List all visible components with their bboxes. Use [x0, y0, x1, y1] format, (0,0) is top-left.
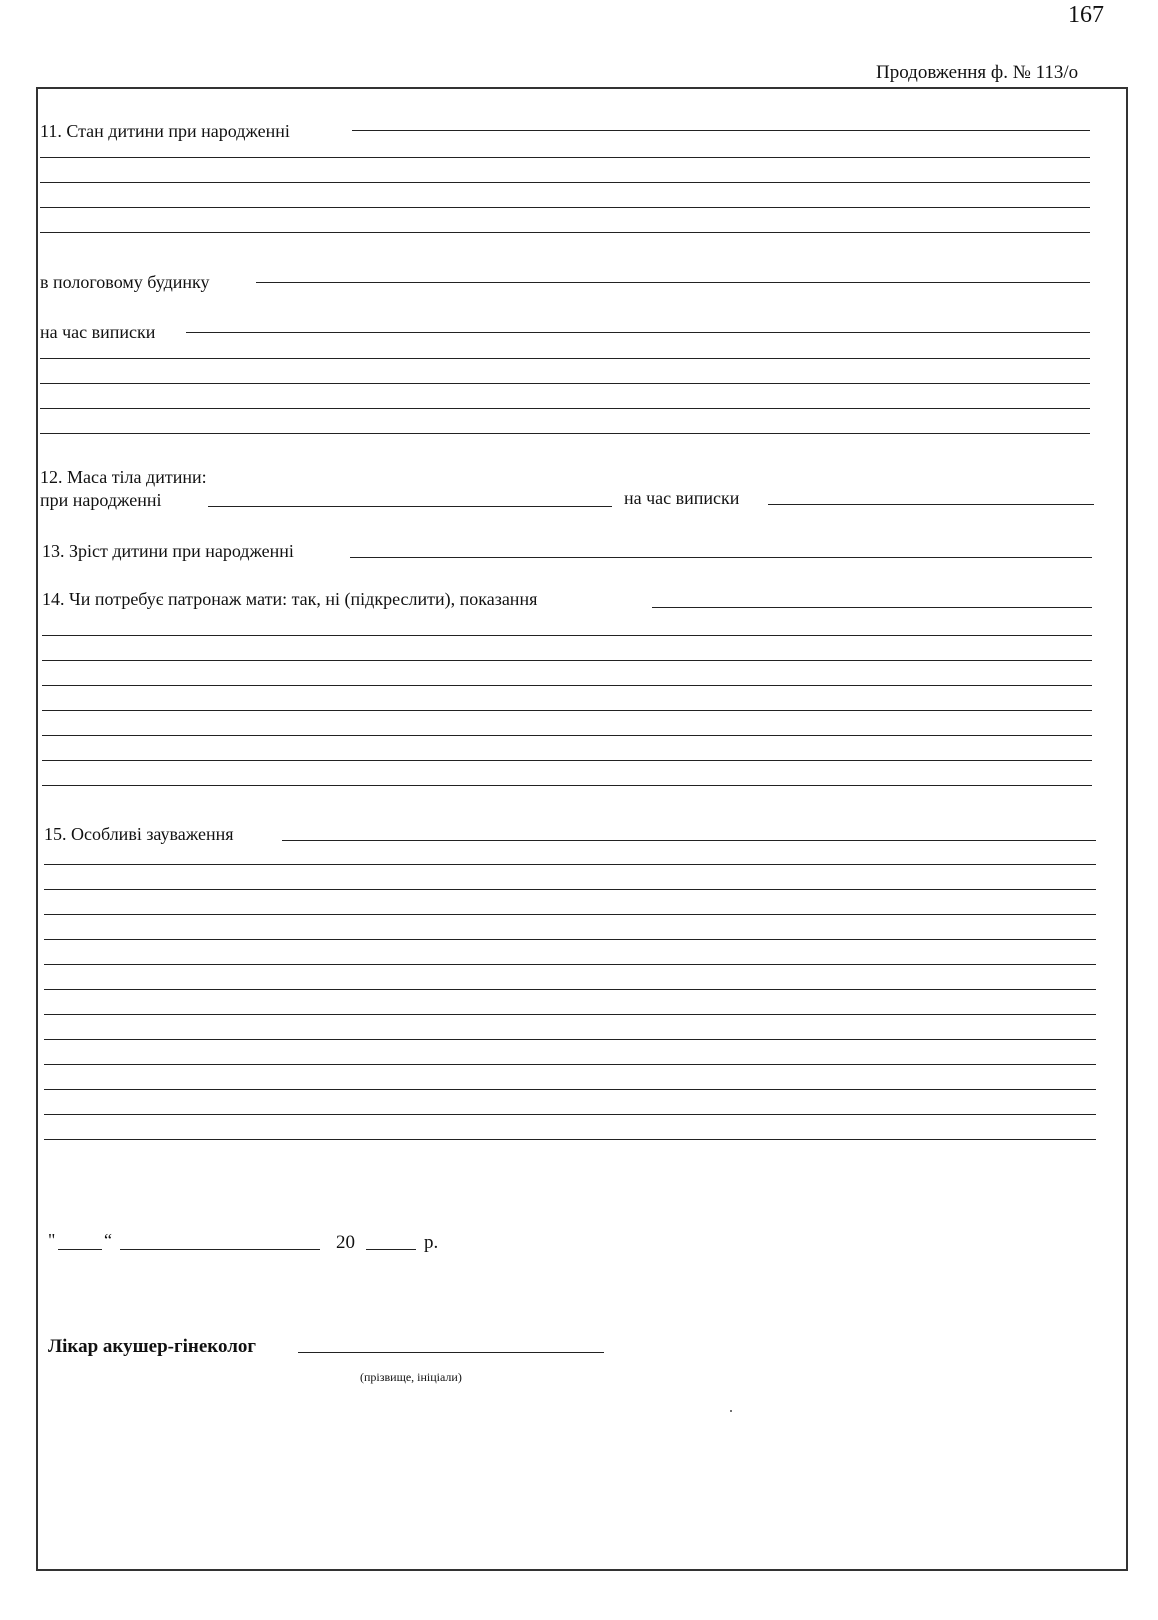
section-11-line[interactable]	[40, 157, 1090, 158]
section-15-line[interactable]	[44, 1139, 1096, 1140]
section-15-line[interactable]	[44, 964, 1096, 965]
section-15-line[interactable]	[44, 939, 1096, 940]
section-11-line[interactable]	[40, 207, 1090, 208]
discharge-state-line[interactable]	[40, 433, 1090, 434]
section-15-line[interactable]	[44, 1114, 1096, 1115]
section-11-line[interactable]	[40, 182, 1090, 183]
section-14-line[interactable]	[42, 785, 1092, 786]
section-14-line[interactable]	[42, 660, 1092, 661]
maternity-home-line[interactable]	[256, 282, 1090, 283]
discharge-weight-line[interactable]	[768, 504, 1094, 505]
section-15-line[interactable]	[44, 989, 1096, 990]
section-13-label: 13. Зріст дитини при народженні	[42, 541, 294, 561]
form-continuation-header: Продовження ф. № 113/о	[876, 62, 1079, 83]
section-15-line[interactable]	[44, 1039, 1096, 1040]
date-close-quote: “	[104, 1230, 112, 1250]
discharge-state-line[interactable]	[40, 383, 1090, 384]
date-month-line[interactable]	[120, 1249, 320, 1250]
doctor-signature-line[interactable]	[298, 1352, 604, 1353]
date-open-quote: "	[48, 1230, 56, 1250]
discharge-weight-label: на час виписки	[624, 488, 740, 508]
section-15-line[interactable]	[44, 864, 1096, 865]
date-suffix: р.	[424, 1232, 439, 1253]
discharge-state-line[interactable]	[186, 332, 1090, 333]
section-11-line[interactable]	[352, 130, 1090, 131]
scan-speck	[730, 1410, 732, 1412]
section-15-label: 15. Особливі зауваження	[44, 824, 234, 844]
birth-weight-line[interactable]	[208, 506, 612, 507]
section-15-line[interactable]	[44, 914, 1096, 915]
signature-note: (прізвище, ініціали)	[360, 1370, 462, 1384]
date-year-line[interactable]	[366, 1249, 416, 1250]
discharge-state-line[interactable]	[40, 358, 1090, 359]
section-11-label: 11. Стан дитини при народженні	[40, 121, 290, 141]
section-14-line[interactable]	[42, 735, 1092, 736]
birth-weight-label: при народженні	[40, 490, 162, 510]
section-14-line[interactable]	[42, 710, 1092, 711]
page-number: 167	[1068, 2, 1104, 28]
doctor-signature-label: Лікар акушер-гінеколог	[48, 1336, 256, 1357]
date-century: 20	[336, 1232, 355, 1253]
section-15-line[interactable]	[44, 1014, 1096, 1015]
section-15-line[interactable]	[44, 889, 1096, 890]
section-11-line[interactable]	[40, 232, 1090, 233]
date-day-line[interactable]	[58, 1249, 102, 1250]
section-14-line[interactable]	[652, 607, 1092, 608]
birth-height-line[interactable]	[350, 557, 1092, 558]
discharge-state-line[interactable]	[40, 408, 1090, 409]
section-14-line[interactable]	[42, 635, 1092, 636]
section-14-label: 14. Чи потребує патронаж мати: так, ні (підкреслити), показання	[42, 589, 538, 609]
section-14-line[interactable]	[42, 760, 1092, 761]
section-14-line[interactable]	[42, 685, 1092, 686]
section-15-line[interactable]	[282, 840, 1096, 841]
discharge-state-label: на час виписки	[40, 322, 156, 342]
section-15-line[interactable]	[44, 1064, 1096, 1065]
section-15-line[interactable]	[44, 1089, 1096, 1090]
section-12-title: 12. Маса тіла дитини:	[40, 467, 207, 487]
maternity-home-label: в пологовому будинку	[40, 272, 210, 292]
